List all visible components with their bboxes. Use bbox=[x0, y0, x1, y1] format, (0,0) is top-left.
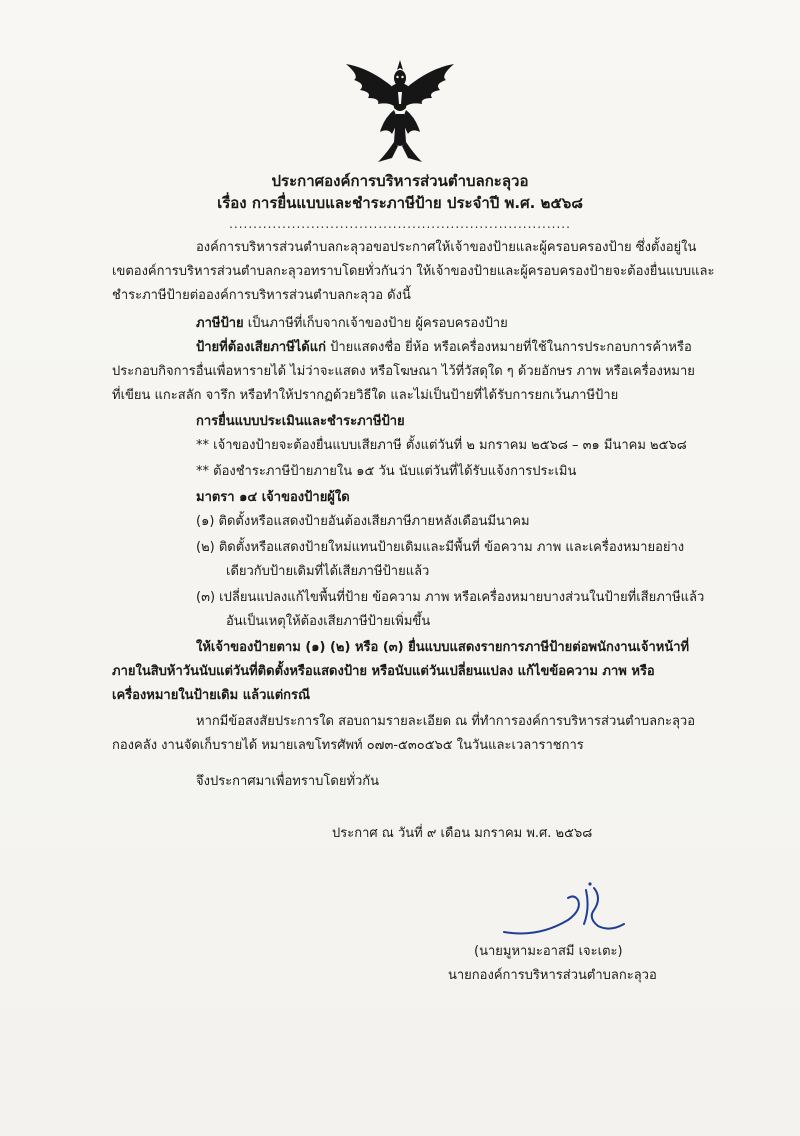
instruction-line-3: เครื่องหมายในป้ายเดิม แล้วแต่กรณี bbox=[112, 688, 311, 703]
section-14-item-1: (๑) ติดตั้งหรือแสดงป้ายอันต้องเสียภาษีภายหลังเดือนมีนาคม bbox=[196, 514, 530, 529]
signatory-position: นายกองค์การบริหารส่วนตำบลกะลุวอ bbox=[448, 968, 657, 983]
contact-line-1: หากมีข้อสงสัยประการใด สอบถามรายละเอียด ณ ที่ทำการองค์การบริหารส่วนตำบลกะลุวอ bbox=[196, 714, 696, 729]
section-14-item-2: (๒) ติดตั้งหรือแสดงป้ายใหม่แทนป้ายเดิมและมีพื้นที่ ข้อความ ภาพ และเครื่องหมายอย่าง bbox=[196, 540, 685, 555]
title-separator: ....................................................................... bbox=[229, 217, 571, 231]
intro-line-2: เขตองค์การบริหารส่วนตำบลกะลุวอทราบโดยทั่วกันว่า ให้เจ้าของป้ายและผู้ครอบครองป้ายจะต้องยื่นแบบและ bbox=[112, 264, 715, 279]
sign-tax-definition bbox=[196, 314, 756, 334]
taxable-signs-line-2: ประกอบกิจการอื่นเพื่อหารายได้ ไม่ว่าจะแสดง หรือโฆษณา ไว้ที่วัสดุใด ๆ ด้วยอักษร ภาพ หรือเครื่องหมาย bbox=[112, 364, 695, 379]
section-14-item-3-cont: อันเป็นเหตุให้ต้องเสียภาษีป้ายเพิ่มขึ้น bbox=[226, 614, 431, 629]
intro-line-1: องค์การบริหารส่วนตำบลกะลุวอขอประกาศให้เจ้าของป้ายและผู้ครอบครองป้าย ซึ่งตั้งอยู่ใน bbox=[196, 240, 697, 255]
instruction-line-2: ภายในสิบห้าวันนับแต่วันที่ติดตั้งหรือแสดงป้าย หรือนับแต่วันเปลี่ยนแปลง แก้ไขข้อความ ภาพ หรือ bbox=[112, 664, 655, 679]
taxable-signs-text: ป้ายแสดงชื่อ ยี่ห้อ หรือเครื่องหมายที่ใช้ในการประกอบการค้าหรือ bbox=[326, 340, 692, 355]
filing-note-2: ** ต้องชำระภาษีป้ายภายใน ๑๕ วัน นับแต่วันที่ได้รับแจ้งการประเมิน bbox=[196, 464, 577, 479]
intro-line-3: ชำระภาษีป้ายต่อองค์การบริหารส่วนตำบลกะลุวอ ดังนี้ bbox=[112, 288, 411, 303]
signatory-name: (นายมูหามะอาสมี เจะเตะ) bbox=[474, 944, 623, 959]
taxable-signs-line-1 bbox=[196, 338, 756, 358]
filing-heading: การยื่นแบบประเมินและชำระภาษีป้าย bbox=[196, 414, 405, 429]
announcement-subject: เรื่อง การยื่นแบบและชำระภาษีป้าย ประจำปี พ.ศ. ๒๕๖๘ bbox=[217, 194, 583, 212]
filing-note-1: ** เจ้าของป้ายจะต้องยื่นแบบเสียภาษี ตั้งแต่วันที่ ๒ มกราคม ๒๕๖๘ – ๓๑ มีนาคม ๒๕๖๘ bbox=[196, 438, 687, 453]
sign-tax-label: ภาษีป้าย bbox=[196, 316, 244, 331]
section-14-item-2-cont: เดียวกับป้ายเดิมที่ได้เสียภาษีป้ายแล้ว bbox=[226, 564, 430, 579]
sign-tax-text: เป็นภาษีที่เก็บจากเจ้าของป้าย ผู้ครอบครองป้าย bbox=[243, 316, 508, 331]
garuda-emblem-icon bbox=[340, 58, 460, 166]
announcement-date: ประกาศ ณ วันที่ ๙ เดือน มกราคม พ.ศ. ๒๕๖๘ bbox=[332, 826, 593, 841]
contact-line-2: กองคลัง งานจัดเก็บรายได้ หมายเลขโทรศัพท์ ๐๗๓-๕๓๐๕๖๕ ในวันและเวลาราชการ bbox=[112, 738, 584, 753]
closing-statement: จึงประกาศมาเพื่อทราบโดยทั่วกัน bbox=[196, 774, 380, 789]
taxable-signs-label: ป้ายที่ต้องเสียภาษีได้แก่ bbox=[196, 340, 326, 355]
section-14-heading: มาตรา ๑๔ เจ้าของป้ายผู้ใด bbox=[196, 490, 350, 505]
instruction-line-1: ให้เจ้าของป้ายตาม (๑) (๒) หรือ (๓) ยื่นแบบแสดงรายการภาษีป้ายต่อพนักงานเจ้าหน้าที่ bbox=[196, 640, 690, 655]
section-14-item-3: (๓) เปลี่ยนแปลงแก้ไขพื้นที่ป้าย ข้อความ ภาพ หรือเครื่องหมายบางส่วนในป้ายที่เสียภาษีแล้ว bbox=[196, 590, 705, 605]
announcement-title: ประกาศองค์การบริหารส่วนตำบลกะลุวอ bbox=[271, 172, 529, 190]
handwritten-signature-icon bbox=[498, 880, 630, 940]
taxable-signs-line-3: ที่เขียน แกะสลัก จารึก หรือทำให้ปรากฏด้วยวิธีใด และไม่เป็นป้ายที่ได้รับการยกเว้นภาษีป้าย bbox=[112, 388, 619, 403]
